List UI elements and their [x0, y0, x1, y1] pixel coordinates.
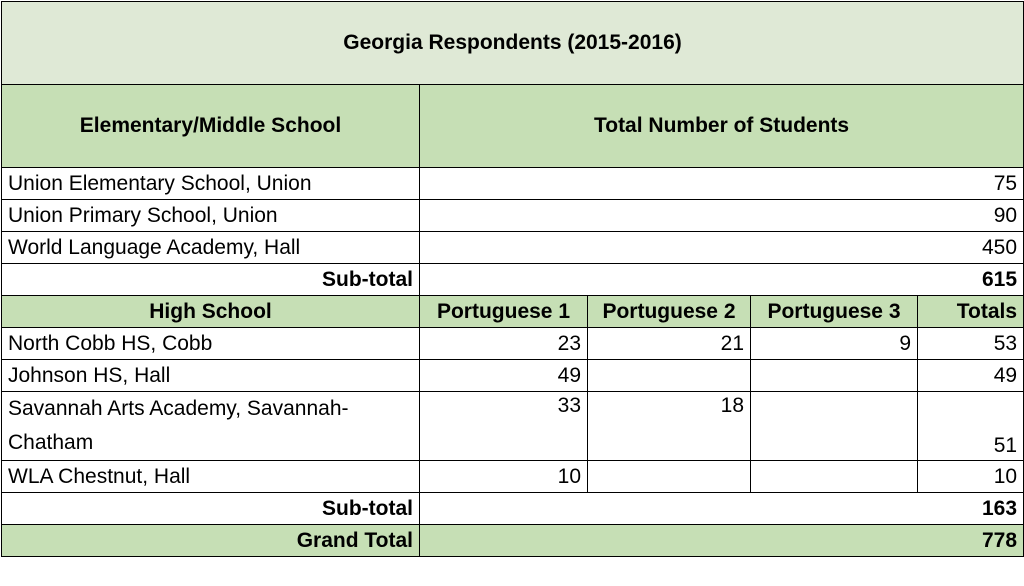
- table-title: Georgia Respondents (2015-2016): [2, 2, 1024, 85]
- school-name: WLA Chestnut, Hall: [2, 461, 420, 493]
- portuguese-3-count: [751, 461, 918, 493]
- table-row: [2, 232, 1024, 264]
- column-header-portuguese-2: Portuguese 2: [588, 296, 751, 328]
- portuguese-3-count: [751, 392, 918, 461]
- table-row: [2, 168, 1024, 200]
- column-header-portuguese-3: Portuguese 3: [751, 296, 918, 328]
- row-total: 49: [918, 360, 1024, 392]
- row-total: 51: [918, 392, 1024, 461]
- student-total: 450: [420, 232, 1024, 264]
- student-total: 75: [420, 168, 1024, 200]
- subtotal-label: Sub-total: [2, 493, 420, 525]
- grand-total-label: Grand Total: [2, 525, 420, 557]
- total-students-header: Total Number of Students: [420, 85, 1024, 168]
- portuguese-3-count: 9: [751, 328, 918, 360]
- table-row: [2, 392, 1024, 461]
- elementary-subtotal-row: [2, 264, 1024, 296]
- school-name: Union Primary School, Union: [2, 200, 420, 232]
- high-school-header-row: [2, 296, 1024, 328]
- column-header-totals: Totals: [918, 296, 1024, 328]
- subtotal-value: 163: [420, 493, 1024, 525]
- elementary-school-header: Elementary/Middle School: [2, 85, 420, 168]
- portuguese-2-count: [588, 461, 751, 493]
- portuguese-1-count: 23: [420, 328, 588, 360]
- portuguese-3-count: [751, 360, 918, 392]
- school-name: Johnson HS, Hall: [2, 360, 420, 392]
- student-total: 90: [420, 200, 1024, 232]
- high-school-header: High School: [2, 296, 420, 328]
- georgia-respondents-table: [1, 1, 1024, 557]
- title-row: [2, 2, 1024, 85]
- row-total: 10: [918, 461, 1024, 493]
- grand-total-value: 778: [420, 525, 1024, 557]
- school-name: North Cobb HS, Cobb: [2, 328, 420, 360]
- table-row: [2, 461, 1024, 493]
- subtotal-value: 615: [420, 264, 1024, 296]
- row-total: 53: [918, 328, 1024, 360]
- school-name: World Language Academy, Hall: [2, 232, 420, 264]
- portuguese-2-count: 21: [588, 328, 751, 360]
- high-school-subtotal-row: [2, 493, 1024, 525]
- portuguese-2-count: 18: [588, 392, 751, 461]
- elementary-header-row: [2, 85, 1024, 168]
- table-row: [2, 200, 1024, 232]
- school-name: Union Elementary School, Union: [2, 168, 420, 200]
- portuguese-1-count: 33: [420, 392, 588, 461]
- table-row: [2, 360, 1024, 392]
- grand-total-row: [2, 525, 1024, 557]
- portuguese-1-count: 10: [420, 461, 588, 493]
- table-row: [2, 328, 1024, 360]
- portuguese-1-count: 49: [420, 360, 588, 392]
- subtotal-label: Sub-total: [2, 264, 420, 296]
- school-name: Savannah Arts Academy, Savannah-Chatham: [2, 392, 420, 461]
- column-header-portuguese-1: Portuguese 1: [420, 296, 588, 328]
- portuguese-2-count: [588, 360, 751, 392]
